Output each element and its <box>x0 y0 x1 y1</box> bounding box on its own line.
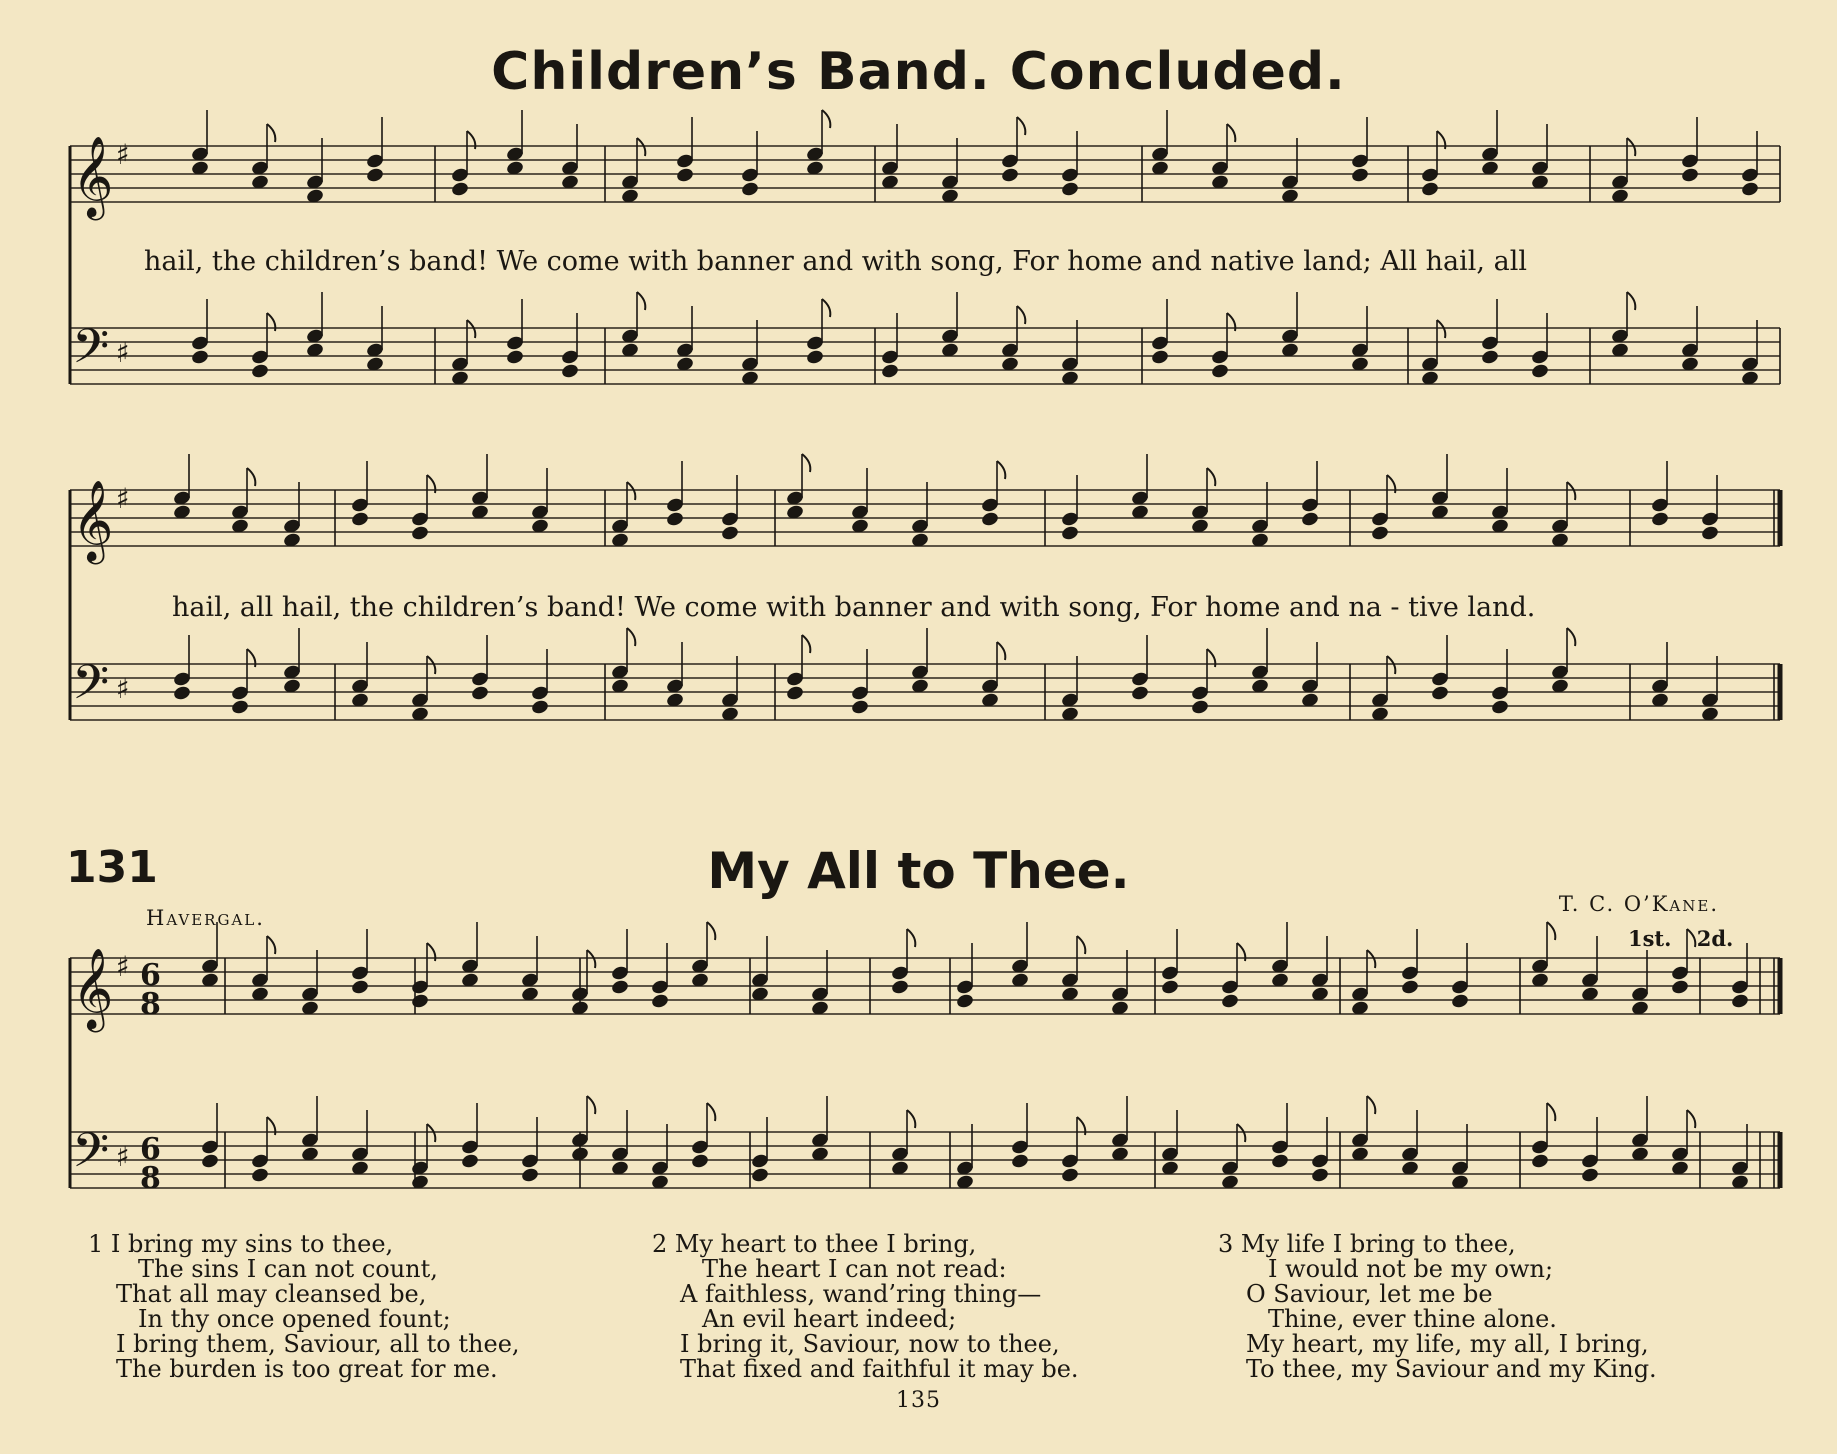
notehead <box>560 363 579 380</box>
notehead <box>750 1167 769 1184</box>
note-flag <box>707 1103 715 1121</box>
notehead <box>880 363 899 380</box>
notehead <box>450 181 469 198</box>
notehead <box>230 699 249 716</box>
notehead <box>1060 525 1079 542</box>
notehead <box>410 993 429 1010</box>
second-ending-label: 2d. <box>1696 926 1734 951</box>
notehead <box>350 511 369 528</box>
notehead <box>1670 979 1689 996</box>
notehead <box>1150 349 1169 366</box>
notehead <box>1730 993 1749 1010</box>
notehead <box>1010 1153 1029 1170</box>
notehead <box>1000 167 1019 184</box>
note-flag <box>637 292 645 310</box>
note-flag <box>707 922 715 940</box>
time-signature-top: 6 <box>140 1132 161 1167</box>
sharp-icon: ♯ <box>116 336 130 369</box>
note-flag <box>1567 628 1575 646</box>
verse-line: The burden is too great for me. <box>116 1355 498 1383</box>
note-flag <box>1387 656 1395 674</box>
verse-line: In thy once opened fount; <box>138 1305 451 1333</box>
first-ending-label: 1st. <box>1628 926 1672 951</box>
notehead <box>1580 1167 1599 1184</box>
page-number: 135 <box>896 1388 941 1413</box>
page-title: Children’s Band. Concluded. <box>491 42 1346 102</box>
notehead <box>1450 993 1469 1010</box>
sharp-icon: ♯ <box>116 950 130 983</box>
notehead <box>1530 1153 1549 1170</box>
notehead <box>1400 979 1419 996</box>
sharp-icon: ♯ <box>116 672 130 705</box>
notehead <box>1160 979 1179 996</box>
note-flag <box>627 628 635 646</box>
note-flag <box>587 1096 595 1114</box>
notehead <box>190 349 209 366</box>
treble-clef-icon: 𝄞 <box>72 947 114 1029</box>
verse-2 <box>652 1232 1079 1382</box>
note-flag <box>467 320 475 338</box>
note-flag <box>1627 138 1635 156</box>
notehead <box>1430 685 1449 702</box>
note-flag <box>427 1124 435 1142</box>
sharp-icon: ♯ <box>116 1140 130 1173</box>
note-flag <box>1227 124 1235 142</box>
notehead <box>785 685 804 702</box>
note-flag <box>1207 468 1215 486</box>
notehead <box>1420 181 1439 198</box>
notehead <box>805 349 824 366</box>
note-flag <box>1077 936 1085 954</box>
notehead <box>530 699 549 716</box>
notehead <box>690 1153 709 1170</box>
music-system-3 <box>60 940 1782 1220</box>
note-flag <box>1437 320 1445 338</box>
notehead <box>1530 363 1549 380</box>
note-flag <box>247 468 255 486</box>
verse-line: I bring it, Saviour, now to thee, <box>680 1330 1060 1358</box>
notehead <box>250 363 269 380</box>
note-flag <box>267 124 275 142</box>
bass-clef-icon: 𝄢 <box>72 654 110 722</box>
music-system-1 <box>60 128 1782 418</box>
verse-3 <box>1218 1232 1657 1382</box>
notehead <box>1370 525 1389 542</box>
note-flag <box>907 1110 915 1128</box>
verse-line: An evil heart indeed; <box>702 1305 957 1333</box>
notehead <box>1220 993 1239 1010</box>
sharp-icon: ♯ <box>116 138 130 171</box>
note-flag <box>822 110 830 128</box>
staff-notation <box>60 940 1782 1220</box>
notehead <box>250 1167 269 1184</box>
time-signature-top: 6 <box>140 958 161 993</box>
time-signature-bottom: 8 <box>140 1161 161 1196</box>
notehead <box>1700 525 1719 542</box>
hymn-title: My All to Thee. <box>707 842 1130 900</box>
verse-line: The heart I can not read: <box>702 1255 1007 1283</box>
verse-line: I would not be my own; <box>1268 1255 1554 1283</box>
sharp-icon: ♯ <box>116 482 130 515</box>
notehead <box>1130 685 1149 702</box>
notehead <box>460 1153 479 1170</box>
notehead <box>1350 167 1369 184</box>
verse-line: To thee, my Saviour and my King. <box>1246 1355 1657 1383</box>
note-flag <box>1367 950 1375 968</box>
notehead <box>1650 511 1669 528</box>
lyricist-name: Havergal. <box>146 906 265 930</box>
notehead <box>890 979 909 996</box>
notehead <box>1300 511 1319 528</box>
verse-line: My heart, my life, my all, I bring, <box>1246 1330 1649 1358</box>
note-flag <box>1687 1110 1695 1128</box>
composer-name: T. C. O’Kane. <box>1558 892 1719 916</box>
note-flag <box>802 454 810 472</box>
time-signature-bottom: 8 <box>140 987 161 1022</box>
notehead <box>365 167 384 184</box>
verse-line: Thine, ever thine alone. <box>1268 1305 1557 1333</box>
note-flag <box>907 929 915 947</box>
hymn-number: 131 <box>66 842 158 893</box>
note-flag <box>637 138 645 156</box>
notehead <box>1060 181 1079 198</box>
notehead <box>1490 699 1509 716</box>
notehead <box>1190 699 1209 716</box>
notehead <box>200 1153 219 1170</box>
treble-clef-icon: 𝄞 <box>72 135 114 217</box>
notehead <box>980 511 999 528</box>
note-flag <box>822 299 830 317</box>
notehead <box>1480 349 1499 366</box>
bass-clef-icon: 𝄢 <box>72 1122 110 1190</box>
verse-line: 1 I bring my sins to thee, <box>88 1230 394 1258</box>
bass-clef-icon: 𝄢 <box>72 318 110 386</box>
music-system-2 <box>60 472 1782 762</box>
notehead <box>520 1167 539 1184</box>
verse-line: The sins I can not count, <box>138 1255 438 1283</box>
notehead <box>410 525 429 542</box>
notehead <box>955 993 974 1010</box>
notehead <box>350 979 369 996</box>
verse-line: I bring them, Saviour, all to thee, <box>116 1330 520 1358</box>
notehead <box>650 993 669 1010</box>
note-flag <box>267 936 275 954</box>
notehead <box>172 685 191 702</box>
note-flag <box>1017 306 1025 324</box>
note-flag <box>997 642 1005 660</box>
note-flag <box>1547 1103 1555 1121</box>
verse-line: 3 My life I bring to thee, <box>1218 1230 1516 1258</box>
verse-line: 2 My heart to thee I bring, <box>652 1230 977 1258</box>
treble-clef-icon: 𝄞 <box>72 479 114 561</box>
lyrics-line: hail, all hail, the children’s band! We come with banner and with song, For home and na - tive land. <box>172 592 1536 623</box>
notehead <box>850 699 869 716</box>
note-flag <box>1237 1124 1245 1142</box>
verse-line: A faithless, wand’ring thing— <box>680 1280 1042 1308</box>
verse-1 <box>88 1232 520 1382</box>
notehead <box>610 979 629 996</box>
note-flag <box>1017 117 1025 135</box>
note-flag <box>997 461 1005 479</box>
verse-line: That all may cleansed be, <box>116 1280 427 1308</box>
note-flag <box>802 635 810 653</box>
notehead <box>665 511 684 528</box>
notehead <box>720 525 739 542</box>
note-flag <box>1547 922 1555 940</box>
notehead <box>1210 363 1229 380</box>
notehead <box>1310 1167 1329 1184</box>
notehead <box>1060 1167 1079 1184</box>
note-flag <box>1367 1096 1375 1114</box>
notehead <box>1680 167 1699 184</box>
verse-line: That fixed and faithful it may be. <box>680 1355 1079 1383</box>
verse-line: O Saviour, let me be <box>1246 1280 1493 1308</box>
notehead <box>675 167 694 184</box>
note-flag <box>1627 292 1635 310</box>
note-flag <box>1567 482 1575 500</box>
note-flag <box>587 950 595 968</box>
note-flag <box>427 656 435 674</box>
notehead <box>740 181 759 198</box>
notehead <box>470 685 489 702</box>
notehead <box>1740 181 1759 198</box>
note-flag <box>627 482 635 500</box>
lyrics-line: hail, the children’s band! We come with banner and with song, For home and native land; All hail, all <box>144 246 1527 277</box>
notehead <box>505 349 524 366</box>
notehead <box>1270 1153 1289 1170</box>
